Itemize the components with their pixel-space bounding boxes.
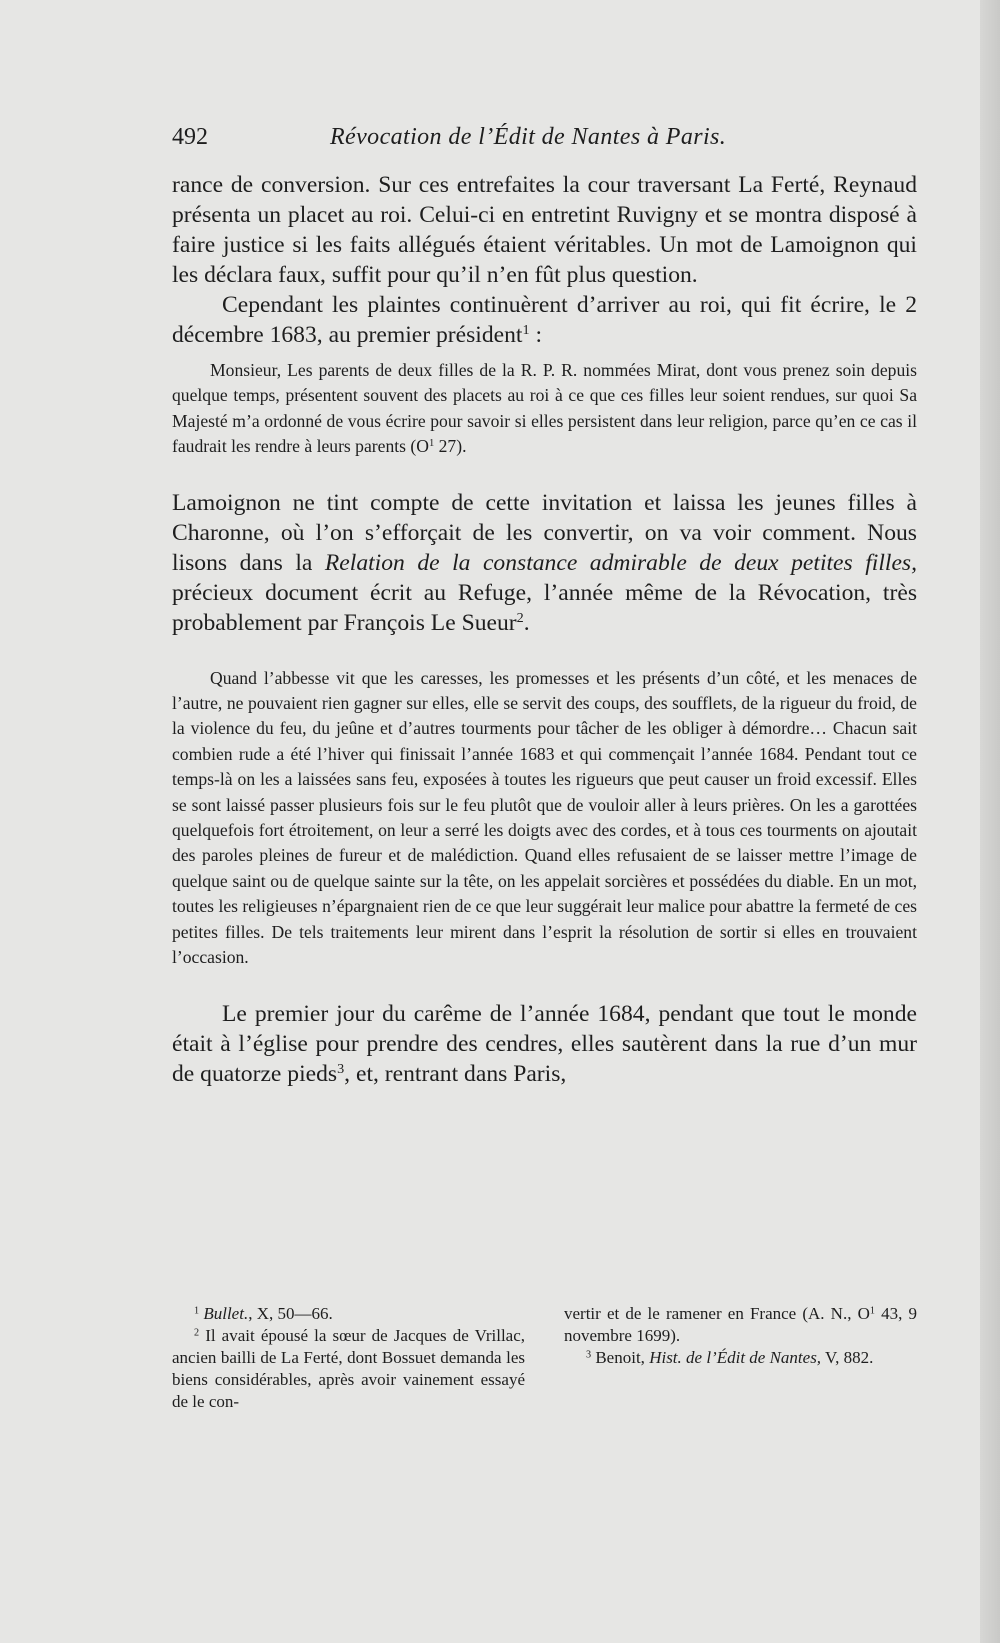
footnote-number: 1 — [194, 1305, 200, 1317]
page-header — [172, 124, 917, 158]
footnote-source-title: Bullet. — [203, 1304, 249, 1323]
page-edge-shadow — [980, 0, 1000, 1643]
footnote-source-title: Hist. de l’Édit de Nantes, — [649, 1348, 822, 1367]
footnote-ref: 1 — [522, 322, 530, 339]
footnote-number: 3 — [586, 1349, 592, 1361]
spacer — [172, 971, 917, 999]
paragraph-text: Lamoignon ne tint compte de cette invitation et laissa les jeunes filles à Charonne, où l’on s’efforçait de les convertir, on va voir comment. Nous lisons dans la — [172, 489, 917, 576]
paragraph-text-end: : — [529, 322, 543, 348]
running-title: Révocation de l’Édit de Nantes à Paris. — [330, 124, 727, 150]
paragraph-text-end: . — [523, 609, 530, 636]
block-quote: Quand l’abbesse vit que les caresses, les promesses et les présents d’un côté, et les menaces de l’autre, ne pouvaient rien gagner sur elles, elle se servit des coups, des soufflets, de la rigueur du froid, de la violence du feu, du jeûne et d’autres tourments pour tâcher de les obliger à démordre… Chacun sait combien rude a été l’hiver qui finissait l’année 1683 et qui commençait l’année 1684. Pendant tout ce temps-là on les a laissées sans feu, exposées à toutes les rigueurs que peut causer un froid excessif. Elles se sont laissé passer plusieurs fois sur le feu plutôt que de vouloir aller à leurs prières. On les a garottées quelquefois fort étroitement, on leur a serré les doigts avec des cordes, et à tous ces tourments on ajoutait des paroles pleines de fureur et de malédiction. Quand elles refusaient de se laisser mettre l’image de quelque saint ou de quelque sainte sur la tête, on les appelait sorcières et possédées du diable. En un mot, toutes les religieuses n’épargnaient rien de ce que leur suggérait leur malice pour abattre la fermeté de ces petites filles. De tels traitements leur mirent dans l’esprit la résolution de sortir si elles en trouvaient l’occasion. — [172, 667, 917, 968]
footnote-ref: 1 — [428, 438, 435, 450]
page-body — [172, 170, 917, 1089]
footnote-column-left — [172, 1303, 525, 1413]
spacer — [172, 638, 917, 666]
footnote-author: Benoit, — [595, 1348, 650, 1367]
quote-text: Monsieur, Les parents de deux filles de la R. P. R. nommées Mirat, dont vous prenez soin depuis quelque temps, présentent souvent des placets au roi à ce que ces filles leur soient rendues, sur quoi Sa Majesté m’a ordonné de vous écrire pour savoir si elles persistent dans leur religion, parce qu’en ce cas il faudrait les rendre à leurs parents (O — [172, 360, 917, 457]
footnote-ref: 3 — [337, 1060, 345, 1077]
paragraph-text: précieux document écrit au Refuge, l’année même de la Révocation, très probablement par François Le Sueur — [172, 579, 917, 636]
block-quote — [172, 358, 917, 460]
footnote-3 — [564, 1347, 917, 1369]
page-number: 492 — [172, 124, 208, 150]
quote-text-end: 27). — [434, 436, 467, 457]
paragraph-text: Cependant les plaintes continuèrent d’arriver au roi, qui fit écrire, le 2 décembre 1683, au premier président — [172, 292, 917, 348]
paragraph — [172, 290, 917, 350]
spacer — [172, 350, 917, 358]
footnote-text: , X, 50—66. — [248, 1304, 333, 1323]
paragraph-continued: rance de conversion. Sur ces entrefaites la cour traversant La Ferté, Reynaud présenta un placet au roi. Celui-ci en entretint Ruvigny et se montra disposé à faire justice si les faits allégués étaient véritables. Un mot de Lamoignon qui les déclara faux, suffit pour qu’il n’en fût plus question. — [172, 172, 917, 288]
paragraph — [172, 488, 917, 638]
cited-title: Relation de la constance admirable de deux petites filles, — [324, 549, 917, 576]
footnote-2 — [172, 1325, 525, 1413]
footnote-text-end: 43, 9 novembre 1699). — [564, 1304, 917, 1345]
paragraph-text: Le premier jour du carême de l’année 1684, pendant que tout le monde était à l’église pour prendre des cendres, elles sautèrent dans la rue d’un mur de quatorze pieds — [172, 1000, 917, 1087]
footnotes — [172, 1303, 917, 1413]
footnote-text: vertir et de le ramener en France (A. N., O — [564, 1304, 870, 1323]
spacer — [172, 460, 917, 488]
footnote-text: Il avait épousé la sœur de Jacques de Vrillac, ancien bailli de La Ferté, dont Bossuet demanda les biens considérables, après avoir vainement essayé de le con- — [172, 1326, 526, 1411]
footnote-ref: 2 — [516, 609, 524, 626]
footnote-1 — [172, 1303, 525, 1325]
footnote-column-right — [564, 1303, 917, 1413]
paragraph — [172, 999, 917, 1089]
paragraph-text-end: , et, rentrant dans Paris, — [344, 1060, 567, 1087]
footnote-text: V, 882. — [821, 1348, 874, 1367]
footnote-sup: 1 — [869, 1305, 875, 1317]
footnote-number: 2 — [194, 1327, 200, 1339]
footnote-2-continued — [564, 1303, 917, 1347]
